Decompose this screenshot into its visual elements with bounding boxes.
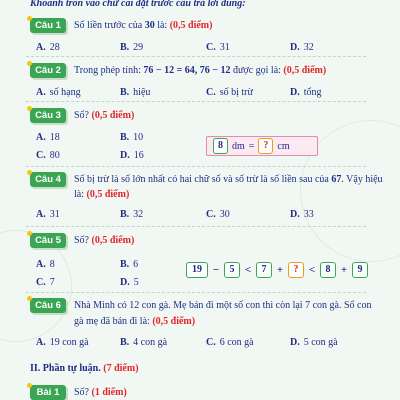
question-4-prompt-line2: là:: [74, 189, 84, 200]
unit-conversion-box: [206, 136, 318, 156]
question-4-text: [74, 172, 383, 187]
option-letter: B.: [120, 87, 130, 98]
option-value: 31: [219, 42, 230, 53]
question-5-badge: Câu 5: [30, 233, 66, 248]
option-value: số bị trừ: [219, 87, 253, 98]
option-letter: C.: [206, 42, 216, 53]
question-3-option-c[interactable]: [36, 150, 60, 162]
question-3-badge: Câu 3: [30, 108, 66, 123]
option-value: 18: [49, 132, 60, 143]
question-5-points: (0,5 điểm): [91, 235, 135, 246]
question-6-badge: Câu 6: [30, 298, 66, 313]
plus-sign: +: [340, 264, 348, 276]
answer-box[interactable]: ?: [258, 138, 273, 154]
option-value: 29: [133, 42, 144, 53]
question-1-option-d[interactable]: [290, 42, 314, 54]
question-2-prompt-end: được gọi là:: [232, 65, 281, 76]
question-2-option-d[interactable]: [290, 87, 322, 99]
question-3-option-d[interactable]: [120, 150, 144, 162]
question-3-text: [74, 108, 134, 123]
option-letter: C.: [206, 87, 216, 98]
option-letter: A.: [36, 209, 46, 220]
comparison-chain: [186, 262, 368, 278]
value-box: 8: [213, 138, 228, 154]
question-5-option-d[interactable]: [120, 277, 139, 289]
less-than-sign: <: [308, 264, 316, 276]
question-4-prompt: Số bị trừ là số lớn nhất có hai chữ số và số trừ là số liền sau của: [74, 174, 329, 185]
option-value: 32: [133, 209, 144, 220]
chain-value: 7: [256, 262, 272, 278]
option-letter: A.: [36, 42, 46, 53]
question-2-badge: Câu 2: [30, 63, 66, 78]
question-6-option-c[interactable]: [206, 337, 254, 349]
divider: [26, 292, 366, 293]
option-letter: D.: [290, 209, 300, 220]
question-1-option-b[interactable]: [120, 42, 143, 54]
divider: [26, 166, 366, 167]
question-4-option-d[interactable]: [290, 209, 314, 221]
question-5-option-b[interactable]: [120, 259, 138, 271]
option-letter: D.: [120, 277, 130, 288]
option-letter: B.: [120, 42, 130, 53]
option-letter: D.: [290, 337, 300, 348]
question-4-points: (0,5 điểm): [86, 189, 130, 200]
question-4-prompt-end: . Vậy hiệu: [341, 174, 383, 185]
exercise-1-badge: Bài 1: [30, 385, 66, 400]
question-3-points: (0,5 điểm): [91, 110, 135, 121]
plus-sign: +: [276, 264, 284, 276]
option-value: 31: [49, 209, 60, 220]
unit-label: dm: [232, 140, 245, 152]
section-heading: [30, 363, 139, 374]
option-letter: B.: [120, 132, 130, 143]
exercise-1-points: (1 điểm): [91, 387, 127, 398]
option-letter: A.: [36, 132, 46, 143]
option-letter: D.: [290, 42, 300, 53]
option-value: 32: [303, 42, 314, 53]
option-value: 7: [49, 277, 55, 288]
option-value: 4 con gà: [133, 337, 168, 348]
question-2-option-b[interactable]: [120, 87, 150, 99]
option-letter: B.: [120, 259, 130, 270]
option-value: 16: [133, 150, 144, 161]
option-letter: C.: [36, 277, 46, 288]
option-value: 6: [133, 259, 139, 270]
option-letter: A.: [36, 337, 46, 348]
option-value: 30: [219, 209, 230, 220]
exercise-1-prompt: Số?: [74, 387, 89, 398]
question-6-prompt-line2: gà mẹ đã bán đi là:: [74, 316, 150, 327]
equals-sign: =: [248, 140, 255, 152]
option-value: 6 con gà: [219, 337, 254, 348]
question-2-text: [74, 63, 326, 78]
option-value: 80: [49, 150, 60, 161]
question-1-points: (0,5 điểm): [169, 20, 213, 31]
option-value: tổng: [303, 87, 322, 98]
answer-box[interactable]: ?: [288, 262, 304, 278]
question-2-option-c[interactable]: [206, 87, 253, 99]
option-value: 19 con gà: [49, 337, 89, 348]
exercise-1-text: [74, 385, 127, 400]
option-letter: C.: [36, 150, 46, 161]
divider: [26, 56, 366, 57]
chain-value: 9: [352, 262, 368, 278]
option-letter: A.: [36, 87, 46, 98]
question-3-prompt: Số?: [74, 110, 89, 121]
question-4-badge: Câu 4: [30, 172, 66, 187]
option-value: 5 con gà: [303, 337, 338, 348]
section-title: II. Phần tự luận.: [30, 363, 101, 374]
question-4-option-b[interactable]: [120, 209, 143, 221]
question-6-points: (0,5 điểm): [152, 316, 196, 327]
chain-value: 5: [224, 262, 240, 278]
question-5-option-a[interactable]: [36, 259, 55, 271]
question-2-points: (0,5 điểm): [283, 65, 327, 76]
question-2-option-a[interactable]: [36, 87, 81, 99]
option-letter: C.: [206, 337, 216, 348]
option-value: 33: [303, 209, 314, 220]
option-value: hiệu: [133, 87, 151, 98]
option-letter: A.: [36, 259, 46, 270]
option-value: số hạng: [49, 87, 81, 98]
question-3-option-a[interactable]: [36, 132, 60, 144]
option-letter: D.: [290, 87, 300, 98]
option-value: 8: [49, 259, 55, 270]
option-value: 28: [49, 42, 60, 53]
question-6-option-d[interactable]: [290, 337, 338, 349]
question-4-option-a[interactable]: [36, 209, 60, 221]
divider: [26, 226, 366, 227]
less-than-sign: <: [244, 264, 252, 276]
option-value: 5: [133, 277, 139, 288]
option-value: 10: [133, 132, 144, 143]
question-6-text: Nhà Minh có 12 con gà. Mẹ bán đi một số con thì còn lại 7 con gà. Số con: [74, 300, 372, 311]
option-letter: C.: [206, 209, 216, 220]
question-1-prompt-end: là:: [157, 20, 168, 31]
question-1-option-c[interactable]: [206, 42, 230, 54]
instruction-header: Khoanh tròn vào chữ cái đặt trước câu trả lời đúng:: [30, 0, 246, 9]
option-letter: B.: [120, 209, 130, 220]
question-6-text-line2: [74, 314, 195, 329]
unit-label: cm: [277, 140, 290, 152]
question-5-prompt: Số?: [74, 235, 89, 246]
question-1-text: [74, 18, 212, 33]
question-2-expression: 76 − 12 = 64, 76 − 12: [143, 65, 231, 76]
question-1-prompt: Số liền trước của: [74, 20, 143, 31]
question-6-option-b[interactable]: [120, 337, 167, 349]
question-5-option-c[interactable]: [36, 277, 55, 289]
option-letter: B.: [120, 337, 130, 348]
option-letter: D.: [120, 150, 130, 161]
question-3-option-b[interactable]: [120, 132, 143, 144]
section-points: (7 điểm): [103, 363, 139, 374]
chain-value: 19: [186, 262, 208, 278]
question-1-badge: Câu 1: [30, 18, 66, 33]
divider: [26, 101, 366, 102]
minus-sign: −: [212, 264, 220, 276]
chain-value: 8: [320, 262, 336, 278]
question-4-text-line2: [74, 187, 129, 202]
question-5-text: [74, 233, 134, 248]
question-1-number: 30: [144, 20, 155, 31]
question-6-option-a[interactable]: [36, 337, 89, 349]
question-4-number: 67: [331, 174, 342, 185]
question-1-option-a[interactable]: [36, 42, 60, 54]
question-4-option-c[interactable]: [206, 209, 230, 221]
question-2-prompt: Trong phép tính:: [74, 65, 141, 76]
